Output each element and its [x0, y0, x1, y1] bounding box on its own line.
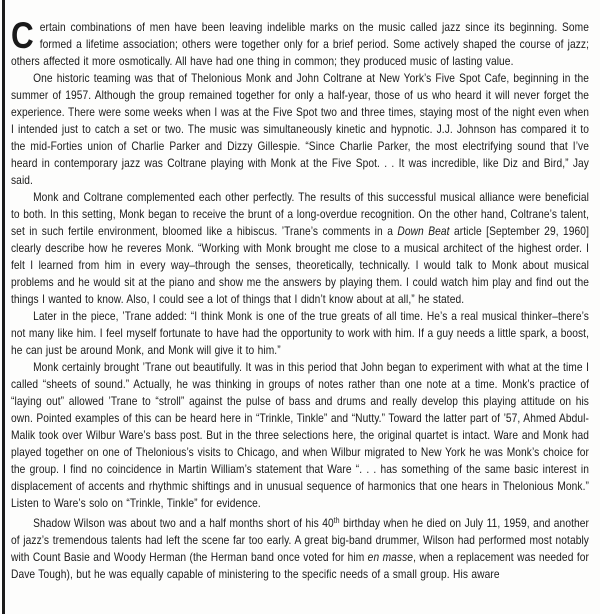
article-body: [11, 15, 590, 583]
paragraph: [11, 15, 589, 70]
text-segment: th: [333, 516, 340, 525]
text-segment: Later in the piece, ’Trane added: “I think Monk is one of the true greats of all time. He’s a real musical thinker–there’s not many like him. I feel myself fortunate to have had the opportunity to work with him. If a guy needs a little spark, a boost, he can just be around Monk, and Monk will give it to him.”: [11, 309, 590, 357]
text-segment: Shadow Wilson was about two and a half months short of his 40: [33, 516, 334, 530]
text-segment: article [September 29, 1960] clearly describe how he reveres Monk. “Working with Monk brought me close to a musical architect of the highest order. I felt I learned from him in every way–through the senses, theoretically, technically. I would talk to Monk about musical problems and he would sit at the piano and show me the answers by playing them. I could watch him play and find out the things I wanted to know. Also, I could see a lot of things that I didn’t know about at all,” he stated.: [11, 224, 589, 306]
text-segment: en masse: [367, 550, 414, 564]
paragraph: [11, 512, 589, 583]
dropcap-letter: C: [11, 15, 34, 56]
paragraph: [11, 70, 589, 189]
text-segment: Monk certainly brought ’Trane out beautifully. It was in this period that John began to experiment with what at the time I called “sheets of sound.” Actually, he was thinking in groups of notes rather than one note at a time. Monk’s practice of “laying out” allowed ’Trane to “stroll” against the pulse of bass and drums and really develop this playing attitude on his own. Pointed examples of this can be heard here in “Trinkle, Tinkle” and “Nutty.” Toward the latter part of ’57, Ahmed Abdul-Malik took over Wilbur Ware’s bass post. But in the three selections here, the original quartet is intact. Ware and Monk had played together on one of Thelonious’s visits to Chicago, and when Wilbur migrated to New York he was Monk’s choice for the group. I find no coincidence in Martin William’s statement that Ware “. . . has something of the same basic interest in displacement of accents and rhythmic shiftings and in unusual sequence of harmonics that one hears in Thelonious Monk.” Listen to Ware’s solo on “Trinkle, Tinkle” for evidence.: [11, 360, 590, 510]
paragraph: [11, 189, 589, 308]
text-segment: , when a replacement was needed for Dave Tough), but he was equally capable of ministering to the specific needs of a small group. His aware: [11, 550, 590, 581]
text-segment: Down Beat: [397, 224, 450, 238]
text-segment: ertain combinations of men have been leaving indelible marks on the music called jazz since its beginning. Some formed a lifetime association; others were together only for a brief period. Some actively shaped the course of jazz; others affected it more osmotically. All have had one thing in common; they produced music of lasting value.: [11, 20, 589, 68]
paragraph: [11, 308, 589, 359]
text-segment: One historic teaming was that of Thelonious Monk and John Coltrane at New York’s Five Spot Cafe, beginning in the summer of 1957. Although the group remained together for only a half-year, those of us who heard it will never forget the experience. There were some weeks when I was at the Five Spot two and three times, staying most of the night even when I intended just to catch a set or two. The music was simultaneously kinetic and hypnotic. J.J. Johnson has compared it to the mid-Forties union of Charlie Parker and Dizzy Gillespie. “Since Charlie Parker, the most electrifying sound that I’ve heard in contemporary jazz was Coltrane playing with Monk at the Five Spot. . . It was incredible, like Diz and Bird,” Jay said.: [11, 71, 590, 187]
text-segment: birthday when he died on July 11, 1959, and another of jazz’s tremendous talents had left the scene far too early. A great big-band drummer, Wilson had performed most notably with Count Basie and Woody Herman (the Herman band once voted for him: [11, 516, 589, 564]
paragraph: [11, 359, 589, 512]
text-segment: Monk and Coltrane complemented each other perfectly. The results of this successful musical alliance were beneficial to both. In this setting, Monk began to receive the brunt of a long-overdue recognition. On the other hand, Coltrane’s talent, set in such fertile environment, bloomed like a hibiscus. ’Trane’s comments in a: [11, 190, 590, 238]
page-left-edge: [2, 0, 5, 614]
